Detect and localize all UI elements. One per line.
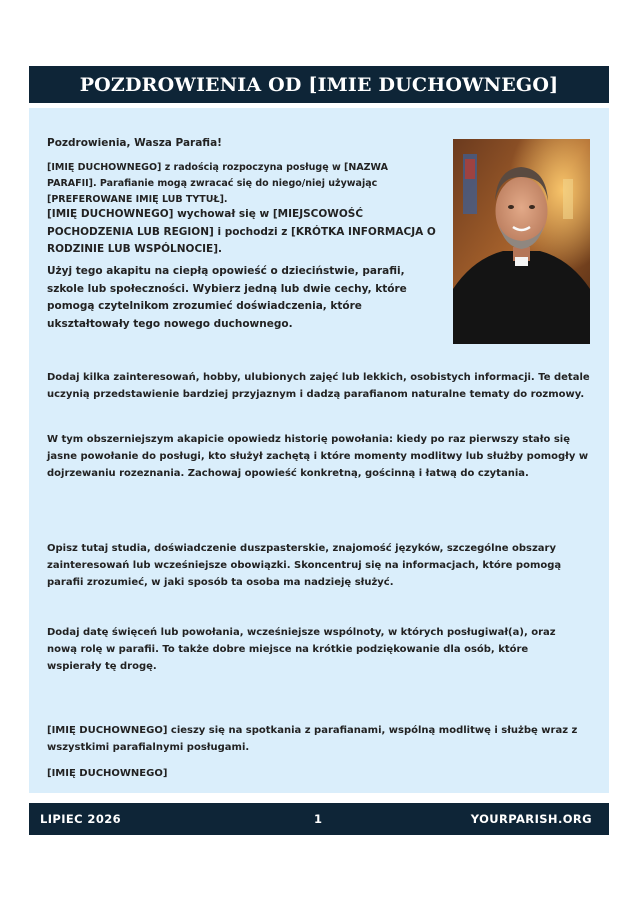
- footer-date: LIPIEC 2026: [40, 812, 122, 826]
- intro-paragraph: [IMIĘ DUCHOWNEGO] z radością rozpoczyna posługę w [NAZWA PARAFII]. Parafianie mogą zwracać się do niego/niej używając [PREFEROWANE IMIĘ LUB TYTUŁ].: [47, 162, 388, 205]
- greeting: Pozdrowienia, Wasza Parafia!: [47, 137, 222, 149]
- footer-website: YOURPARISH.ORG: [470, 812, 592, 826]
- footer-page-number: 1: [314, 812, 323, 826]
- page-title: POZDROWIENIA OD [IMIE DUCHOWNEGO]: [79, 73, 559, 96]
- childhood-paragraph: Użyj tego akapitu na ciepłą opowieść o dzieciństwie, parafii, szkole lub społeczności. Wybierz jedną lub dwie cechy, które pomogą czytelnikom zrozumieć doświadczenia, które ukształtowały tego nowego duchownego.: [47, 265, 407, 330]
- interests-paragraph: Dodaj kilka zainteresowań, hobby, ulubionych zajęć lub lekkich, osobistych informacji. Te detale uczynią przedstawienie bardziej przyjaznym i dadzą parafianom naturalne tematy do rozmowy.: [47, 372, 590, 400]
- priest-photo-image: [453, 139, 590, 344]
- origin-paragraph: [IMIĘ DUCHOWNEGO] wychował się w [MIEJSCOWOŚĆ POCHODZENIA LUB REGION] i pochodzi z [KRÓTKA INFORMACJA O RODZINIE LUB WSPÓLNOCIE].: [47, 208, 436, 255]
- content-panel: [29, 108, 609, 793]
- vocation-paragraph: W tym obszerniejszym akapicie opowiedz historię powołania: kiedy po raz pierwszy stało się jasne powołanie do posługi, kto służył zachętą i które momenty modlitwy lub służby pomogły w dojrzewaniu rozeznania. Zachowaj opowieść konkretną, gościnną i łatwą do czytania.: [47, 434, 589, 479]
- title-bar: [29, 66, 609, 103]
- intro-block: [47, 160, 427, 205]
- signature: [IMIĘ DUCHOWNEGO]: [47, 768, 168, 779]
- closing-paragraph: [IMIĘ DUCHOWNEGO] cieszy się na spotkania z parafianami, wspólną modlitwę i służbę wraz z wszystkimi parafialnymi posługami.: [47, 725, 578, 753]
- ordination-paragraph: Dodaj datę święceń lub powołania, wcześniejsze wspólnoty, w których posługiwał(a), oraz nową rolę w parafii. To także dobre miejsce na krótkie podziękowanie dla osób, które wspierały tę drogę.: [47, 627, 556, 672]
- footer-bar: [29, 803, 609, 835]
- priest-portrait: [453, 139, 590, 344]
- studies-paragraph: Opisz tutaj studia, doświadczenie duszpasterskie, znajomość języków, szczególne obszary zainteresowań lub wcześniejsze obowiązki. Skoncentruj się na informacjach, które pomogą parafii zrozumieć, w jaki sposób ta osoba ma nadzieję służyć.: [47, 543, 562, 588]
